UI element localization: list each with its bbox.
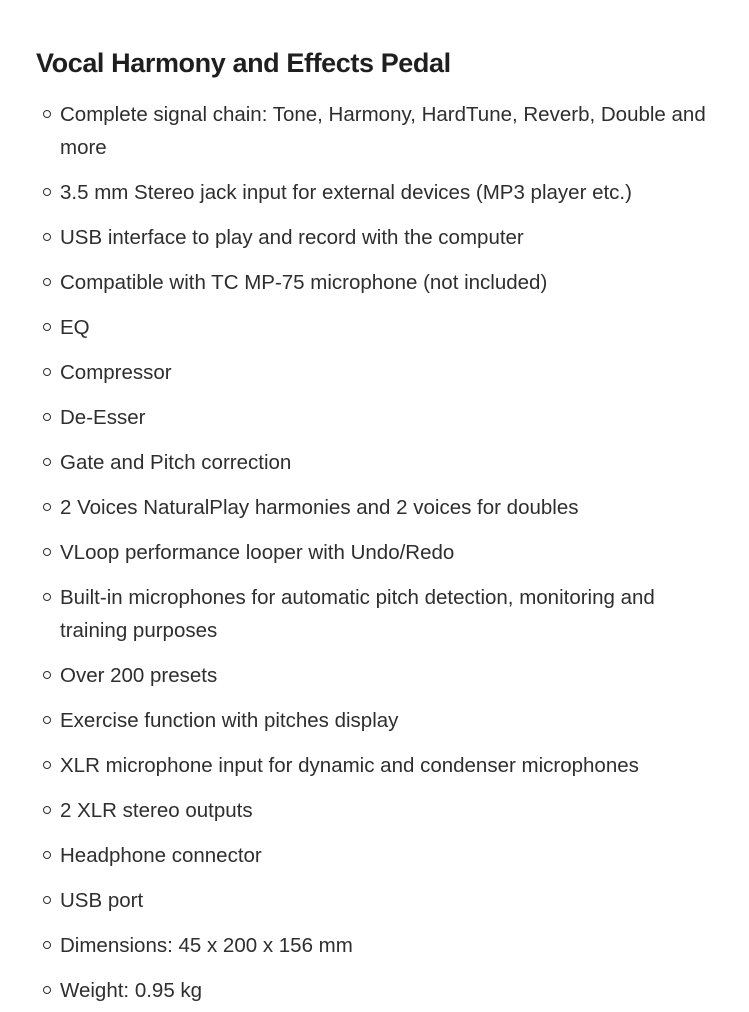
feature-text: 3.5 mm Stereo jack input for external devices (MP3 player etc.)	[60, 181, 632, 204]
feature-text: Compressor	[60, 361, 172, 384]
list-item	[60, 581, 713, 647]
list-item	[60, 536, 713, 569]
circle-bullet-icon	[43, 716, 51, 724]
list-item	[60, 311, 713, 344]
circle-bullet-icon	[43, 851, 51, 859]
circle-bullet-icon	[43, 503, 51, 511]
circle-bullet-icon	[43, 233, 51, 241]
feature-text: Complete signal chain: Tone, Harmony, HardTune, Reverb, Double and more	[60, 103, 706, 159]
feature-text: Gate and Pitch correction	[60, 451, 292, 474]
circle-bullet-icon	[43, 458, 51, 466]
feature-list	[36, 98, 713, 1007]
feature-text: Headphone connector	[60, 844, 262, 867]
feature-text: XLR microphone input for dynamic and condenser microphones	[60, 754, 639, 777]
circle-bullet-icon	[43, 110, 51, 118]
list-item	[60, 266, 713, 299]
feature-text: Compatible with TC MP-75 microphone (not included)	[60, 271, 548, 294]
circle-bullet-icon	[43, 593, 51, 601]
circle-bullet-icon	[43, 323, 51, 331]
feature-text: De-Esser	[60, 406, 146, 429]
feature-text: Built-in microphones for automatic pitch detection, monitoring and training purposes	[60, 586, 655, 642]
list-item	[60, 974, 713, 1007]
feature-text: VLoop performance looper with Undo/Redo	[60, 541, 455, 564]
list-item	[60, 704, 713, 737]
circle-bullet-icon	[43, 188, 51, 196]
feature-text: USB interface to play and record with the computer	[60, 226, 524, 249]
feature-text: 2 XLR stereo outputs	[60, 799, 253, 822]
feature-text: Exercise function with pitches display	[60, 709, 399, 732]
list-item	[60, 929, 713, 962]
circle-bullet-icon	[43, 671, 51, 679]
feature-text: Over 200 presets	[60, 664, 218, 687]
circle-bullet-icon	[43, 986, 51, 994]
list-item	[60, 839, 713, 872]
list-item	[60, 446, 713, 479]
feature-text: Weight: 0.95 kg	[60, 979, 203, 1002]
circle-bullet-icon	[43, 761, 51, 769]
list-item	[60, 356, 713, 389]
circle-bullet-icon	[43, 368, 51, 376]
feature-text: EQ	[60, 316, 90, 339]
list-item	[60, 749, 713, 782]
circle-bullet-icon	[43, 941, 51, 949]
list-item	[60, 221, 713, 254]
circle-bullet-icon	[43, 806, 51, 814]
list-item	[60, 794, 713, 827]
section-title: Vocal Harmony and Effects Pedal	[36, 48, 451, 78]
feature-text: 2 Voices NaturalPlay harmonies and 2 voices for doubles	[60, 496, 579, 519]
list-item	[60, 491, 713, 524]
feature-text: Dimensions: 45 x 200 x 156 mm	[60, 934, 353, 957]
list-item	[60, 401, 713, 434]
list-item	[60, 659, 713, 692]
circle-bullet-icon	[43, 548, 51, 556]
list-item	[60, 176, 713, 209]
circle-bullet-icon	[43, 896, 51, 904]
list-item	[60, 884, 713, 917]
circle-bullet-icon	[43, 278, 51, 286]
circle-bullet-icon	[43, 413, 51, 421]
list-item	[60, 98, 713, 164]
feature-text: USB port	[60, 889, 144, 912]
